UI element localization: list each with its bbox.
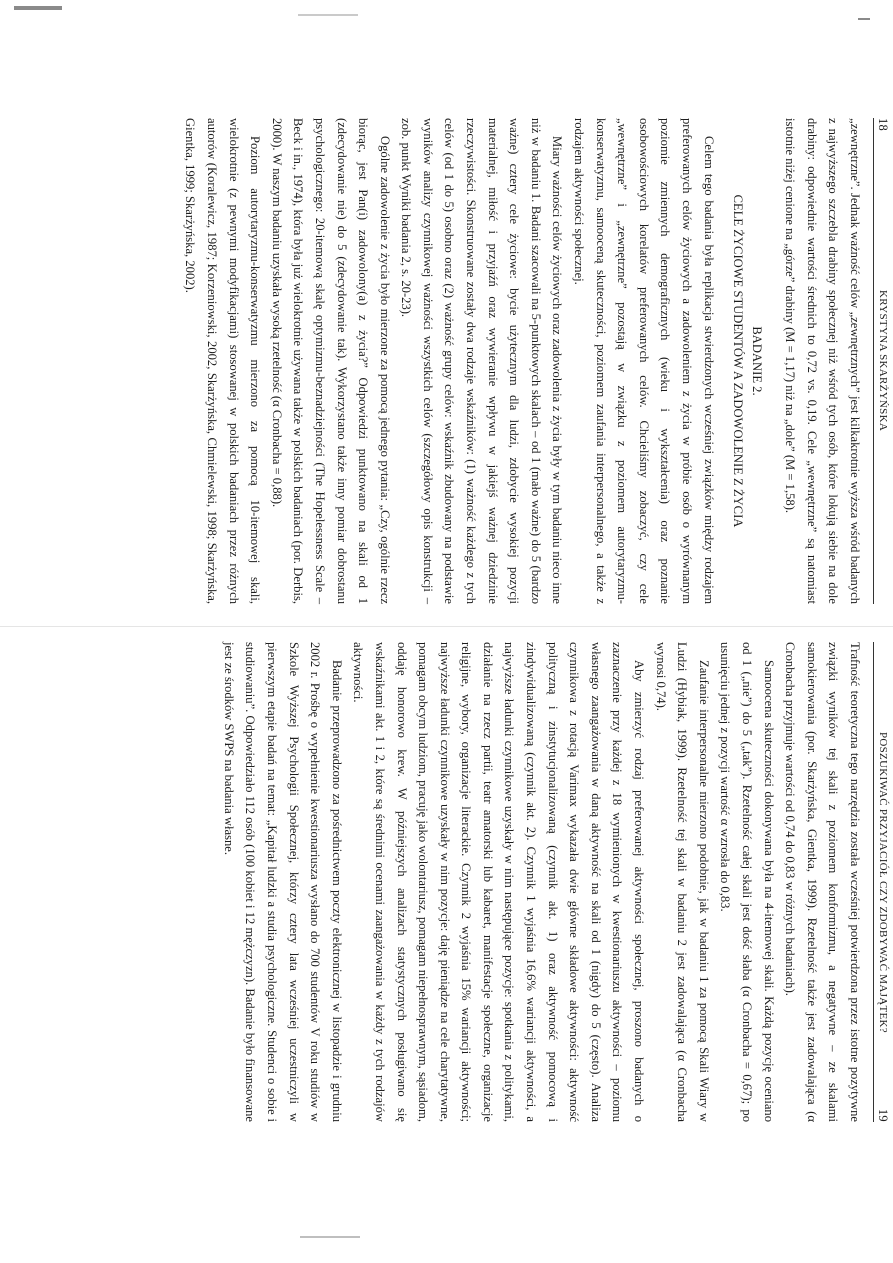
paragraph: Ogólne zadowolenie z życia było mierzone za pomocą jednego pytania: „Czy, ogólnie rzecz biorąc, jest Pan(i) zadowolony(a) z życia?” Odpowiedzi punktowano na skali od 1 (zdecydowanie nie) do 5 (zdecydowanie tak). Wykorzystano także inny pomiar dobrostanu psychologicznego: 20-itemową skalę optymizmu-beznadziejności (The Hopelessness Scale – Beck i in., 1974), która była już wielokrotnie używana także w polskich badaniach (por. Derbis, 2000). W naszym badaniu uzyskała wysoką rzetelność (α Cronbacha = 0,88).: [269, 118, 392, 604]
page-number: 19: [876, 1108, 890, 1122]
page-number: 18: [876, 118, 890, 132]
paragraph: Celem tego badania była replikacja stwierdzonych wcześniej związków między rodzajem preferowanych celów życiowych a zadowoleniem z życia w próbie osób o wyrównanym poziomie zmiennych demograficznych (wieku i wykształcenia) oraz poznanie osobowościowych korelatów preferowanych celów. Chcieliśmy zobaczyć, czy cele „wewnętrzne” i „zewnętrzne” pozostają w związku z poziomem autorytaryzmu-konserwatyzmu, samooceną skuteczności, poziomem zaufania interpersonalnego, a także z rodzajem aktywności społecznej.: [572, 118, 716, 604]
scan-fold-line: [0, 626, 893, 627]
paragraph: „zewnętrzne”. Jednak ważność celów „zewnętrznych” jest kilkakrotnie wyższa wśród badanych z najwyższego szczebla drabiny społecznej niż wśród tych osób, które lokują siebie na dole drabiny: odpowiednie wartości średnich to 0,72 vs. 0,19. Cele „wewnętrzne” są natomiast istotnie niżej cenione na „górze” drabiny (M = 1,17) niż na „dole” (M = 1,58).: [783, 118, 862, 604]
page-19: [100, 642, 890, 1122]
paragraph: Badanie przeprowadzono za pośrednictwem poczty elektronicznej w listopadzie i grudniu 2002 r. Prośbę o wypełnienie kwestionariusza wysłano do 700 studentów V roku studiów w Szkole Wyższej Psychologii Społecznej, którzy cztery lata wcześniej uczestniczyli w pierwszym etapie badań na temat: „Kapitał ludzki a studia psychologiczne. Studenci o sobie i studiowaniu”. Odpowiedziało 112 osób (100 kobiet i 12 mężczyzn). Badanie było finansowane jest ze środków SWPS na badania własne.: [221, 642, 344, 1122]
scan-artifact-top-center: [298, 14, 358, 16]
scan-artifact-top-left: [14, 6, 62, 10]
paragraph: Zaufanie interpersonalne mierzono podobnie, jak w badaniu 1 za pomocą Skali Wiary w Ludzi (Hybiak, 1999). Rzetelność tej skali w badaniu 2 jest zadowalająca (α Cronbacha wynosi 0,74).: [653, 642, 711, 1122]
section-subtitle: CELE ŻYCIOWE STUDENTÓW A ZADOWOLENIE Z ŻYCIA: [730, 194, 745, 528]
running-head-author: KRYSTYNA SKARŻYŃSKA: [877, 290, 889, 432]
section-title: BADANIE 2.: [749, 326, 764, 396]
running-head-title: POSZUKIWAĆ PRZYJACIÓŁ CZY ZDOBYWAĆ MAJĄTEK?: [877, 731, 889, 1033]
paragraph: Aby zmierzyć rodzaj preferowanej aktywności społecznej, proszono badanych o zaznaczenie przy każdej z 18 wymienionych w kwestionariuszu aktywności – poziomu własnego zaangażowania w daną aktywność na skali od 1 (nigdy) do 5 (często). Analiza czynnikowa z rotacją Varimax wykazała dwie główne składowe aktywności: aktywność polityczną i zinstytucjonalizowaną (czynnik akt. 1) oraz aktywność pomocową i zindywidualizowaną (czynnik akt. 2). Czynnik 1 wyjaśnia 16,6% wariancji aktywności, a najwyższe ładunki czynnikowe uzyskały w nim następujące pozycje: spotkania z politykami, działanie na rzecz partii, teatr amatorski lub kabaret, manifestacje społeczne, organizacje religijne, wybory, organizacje literackie. Czynnik 2 wyjaśnia 15% wariancji aktywności; najwyższe ładunki czynnikowe uzyskały w nim pozycje: daję pieniądze na cele charytatywne, pomagam obcym ludziom, pracuję jako wolontariusz, pomagam niepełnosprawnym, sąsiadom, oddaję honorowo krew. W późniejszych analizach statystycznych posługiwano się wskaźnikami akt. 1 i 2, które są średnimi ocenami zaangażowania w każdy z tych rodzajów aktywności.: [351, 642, 647, 1122]
running-head: [873, 642, 890, 1122]
paragraph: Poziom autorytaryzmu-konserwatyzmu mierzono za pomocą 10-itemowej skali, wielokrotnie (z pewnymi modyfikacjami) stosowanej w polskich badaniach przez różnych autorów (Koralewicz, 1987; Korzeniowski, 2002, Skarżyńska, Chmielewski, 1998; Skarżyńska, Gientka, 1999; Skarżyńska, 2002).: [183, 118, 263, 604]
paragraph: Samoocena skuteczności dokonywana była na 4-itemowej skali. Każdą pozycję oceniano od 1 („nie”) do 5 („tak”). Rzetelność całej skali jest dość słaba (α Cronbacha = 0,67); po usunięciu jednej z pozycji wartość α wzrosła do 0,83.: [718, 642, 776, 1122]
paragraph: Miary ważności celów życiowych oraz zadowolenia z życia były w tym badaniu nieco inne niż w badaniu 1. Badani szacowali na 5-punktowych skalach – od 1 (mało ważne) do 5 (bardzo ważne) cztery cele życiowe: bycie użytecznym dla ludzi, zdobycie wysokiej pozycji materialnej, miłość i przyjaźń oraz wywieranie wpływu w jakiejś ważnej dziedzinie rzeczywistości. Skonstruowane zostały dwa rodzaje wskaźników: (1) ważność każdego z tych celów (od 1 do 5) osobno oraz (2) ważność grupy celów: wskaźnik zbudowany na podstawie wyników analizy czynnikowej ważności wszystkich celów (szczegółowy opis konstrukcji – zob. punkt Wyniki badania 2, s. 20-23).: [399, 118, 565, 604]
page-18: [100, 118, 890, 604]
scan-artifact-bottom-center: [300, 1236, 360, 1238]
running-head: [873, 118, 890, 604]
scan-artifact-top-right: [858, 18, 870, 20]
paragraph: Trafność teoretyczna tego narzędzia została wcześniej potwierdzona przez istotne pozytywne związki wyników tej skali z poziomem konformizmu, a negatywne – ze skalami samokierowania (por. Skarżyńska, Gientka, 1999). Rzetelność także jest zadowalająca (α Cronbacha przyjmuje wartości od 0,74 do 0,83 w różnych badaniach).: [783, 642, 862, 1122]
